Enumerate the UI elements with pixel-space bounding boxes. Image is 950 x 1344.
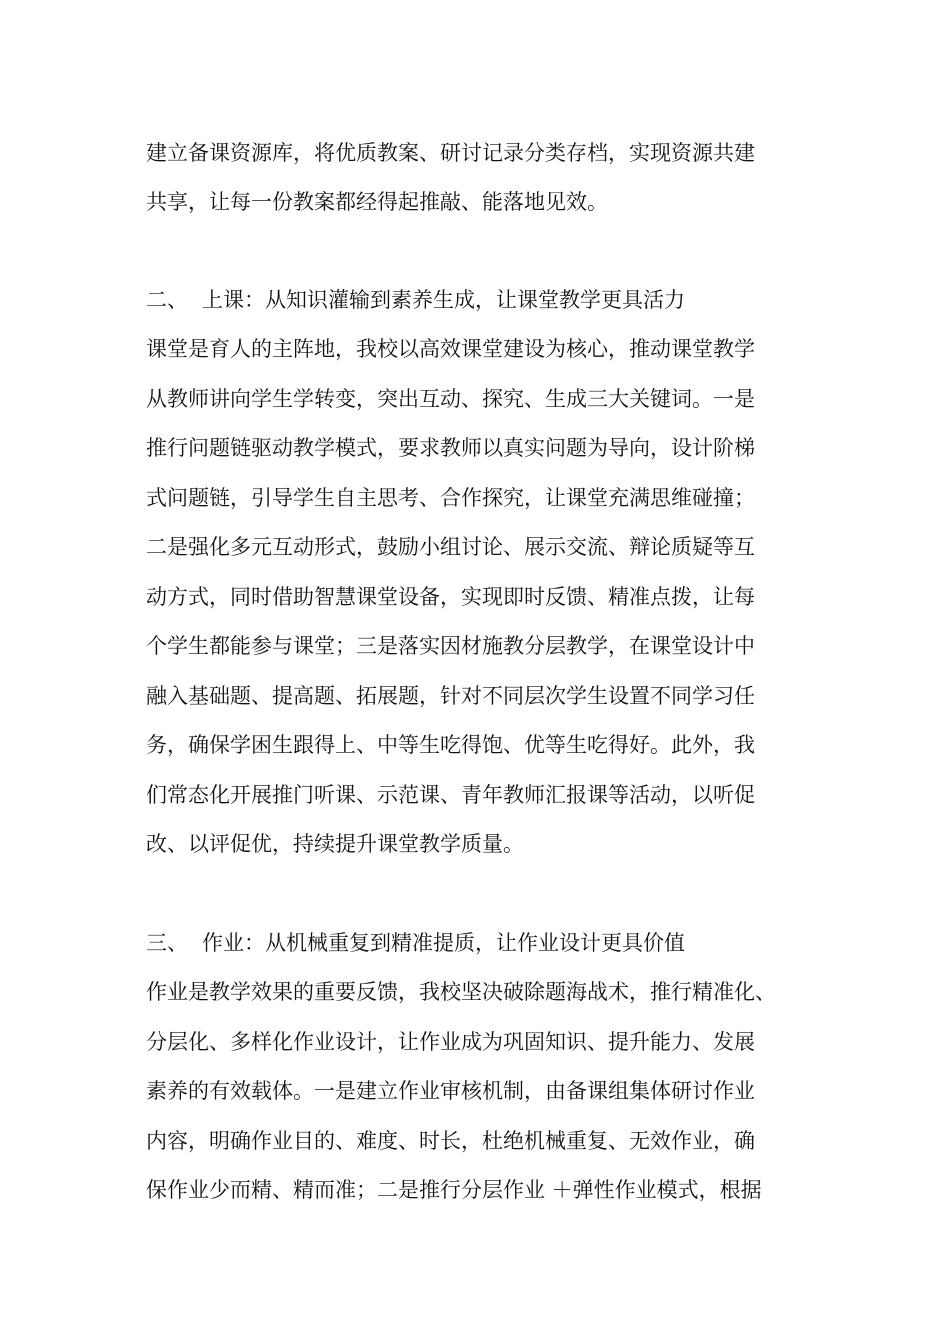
section-2-line-10: 们常态化开展推门听课、示范课、青年教师汇报课等活动，以听促 (146, 783, 755, 807)
section-2-line-5: 二是强化多元互动形式，鼓励小组讨论、展示交流、辩论质疑等互 (146, 535, 755, 559)
section-2-line-1: 课堂是育人的主阵地，我校以高效课堂建设为核心，推动课堂教学 (146, 337, 755, 361)
section-3-number: 三、 (146, 931, 188, 955)
section-3-line-5: 保作业少而精、精而准；二是推行分层作业 ＋弹性作业模式，根据 (146, 1178, 762, 1202)
section-2-line-6: 动方式，同时借助智慧课堂设备，实现即时反馈、精准点拨，让每 (146, 585, 755, 609)
section-2-line-9: 务，确保学困生跟得上、中等生吃得饱、优等生吃得好。此外，我 (146, 733, 755, 757)
section-3-line-4: 内容，明确作业目的、难度、时长，杜绝机械重复、无效作业，确 (146, 1129, 755, 1153)
section-2-line-4: 式问题链，引导学生自主思考、合作探究，让课堂充满思维碰撞； (146, 486, 755, 510)
section-2-line-8: 融入基础题、提高题、拓展题，针对不同层次学生设置不同学习任 (146, 684, 755, 708)
section-2-title: 上课：从知识灌输到素养生成，让课堂教学更具活力 (202, 288, 685, 312)
section-3-title: 作业：从机械重复到精准提质，让作业设计更具价值 (202, 931, 685, 955)
section-3-heading (146, 930, 846, 956)
section-2-line-7: 个学生都能参与课堂；三是落实因材施教分层教学，在课堂设计中 (146, 634, 755, 658)
intro-line-1: 建立备课资源库，将优质教案、研讨记录分类存档，实现资源共建 (146, 141, 755, 165)
section-2-heading (146, 287, 846, 313)
section-3-line-1: 作业是教学效果的重要反馈，我校坚决破除题海战术，推行精准化、 (146, 980, 776, 1004)
section-2-number: 二、 (146, 288, 188, 312)
section-2-line-2: 从教师讲向学生学转变，突出互动、探究、生成三大关键词。一是 (146, 387, 755, 411)
section-2-line-11: 改、以评促优，持续提升课堂教学质量。 (146, 832, 524, 856)
section-3-line-3: 素养的有效载体。一是建立作业审核机制，由备课组集体研讨作业 (146, 1079, 755, 1103)
intro-line-2: 共享，让每一份教案都经得起推敲、能落地见效。 (146, 190, 608, 214)
section-2-line-3: 推行问题链驱动教学模式，要求教师以真实问题为导向，设计阶梯 (146, 436, 755, 460)
section-3-line-2: 分层化、多样化作业设计，让作业成为巩固知识、提升能力、发展 (146, 1030, 755, 1054)
